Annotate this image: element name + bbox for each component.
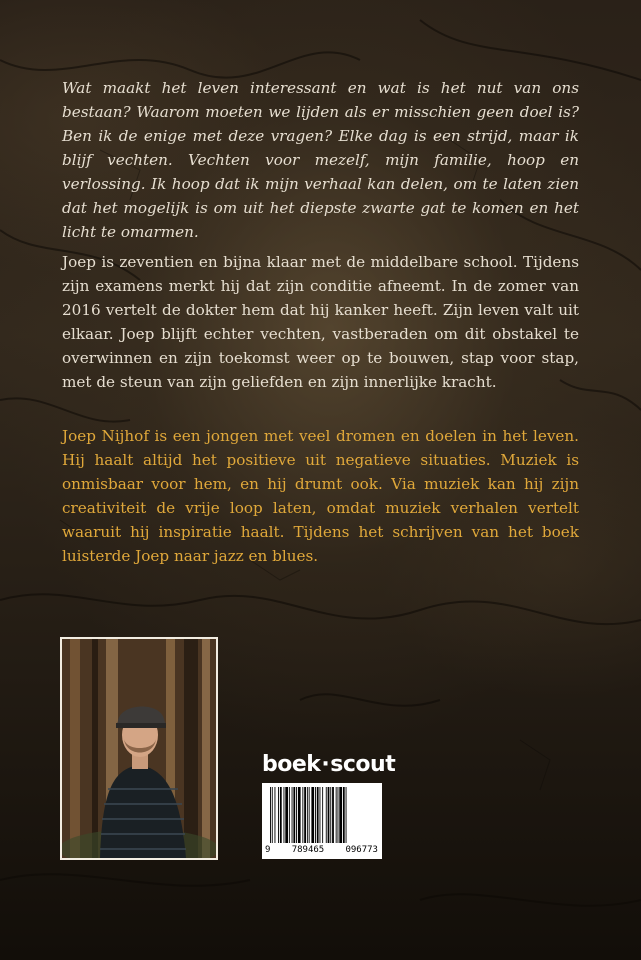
publisher-separator: · bbox=[321, 752, 330, 777]
barcode-bars bbox=[270, 787, 374, 843]
intro-quote: Wat maakt het leven interessant en wat is het nut van ons bestaan? Waarom moeten we lijden als er misschien geen doel is? Ben ik de enige met deze vragen? Elke dag is een strijd, maar ik blijf vechten. Vechten voor mezelf, mijn familie, hoop en verlossing. Ik hoop dat ik mijn verhaal kan delen, om te laten zien dat het mogelijk is om uit het diepste zwarte gat te komen en het licht te omarmen. bbox=[62, 79, 579, 241]
barcode-bar bbox=[328, 787, 330, 843]
barcode-bar bbox=[278, 787, 279, 843]
barcode-bar bbox=[339, 787, 342, 843]
barcode-bar bbox=[296, 787, 297, 843]
barcode-bar bbox=[326, 787, 327, 843]
barcode-bar bbox=[322, 787, 323, 843]
barcode-bar bbox=[330, 787, 331, 843]
publisher-name-part2: scout bbox=[330, 752, 396, 777]
barcode-bar bbox=[280, 787, 282, 843]
barcode-bar bbox=[302, 787, 303, 843]
barcode-bar bbox=[315, 787, 316, 843]
barcode-bar bbox=[346, 787, 347, 843]
barcode-bar bbox=[293, 787, 295, 843]
barcode-bar bbox=[285, 787, 288, 843]
publisher-logo bbox=[262, 750, 396, 780]
barcode-digits-right: 096773 bbox=[345, 845, 378, 855]
barcode-bar bbox=[307, 787, 308, 843]
barcode-bar bbox=[317, 787, 319, 843]
barcode-digits bbox=[262, 843, 382, 857]
barcode-bar bbox=[275, 787, 276, 843]
barcode-bar bbox=[309, 787, 310, 843]
publisher-name-part1: boek bbox=[262, 752, 321, 777]
barcode-bar bbox=[284, 787, 285, 843]
barcode-bar bbox=[320, 787, 321, 843]
barcode-bar bbox=[332, 787, 334, 843]
barcode-bar bbox=[298, 787, 301, 843]
barcode-bar bbox=[270, 787, 271, 843]
book-summary: Joep is zeventien en bijna klaar met de middelbare school. Tijdens zijn examens merkt hij dat zijn conditie afneemt. In de zomer van 2016 vertelt de dokter hem dat hij kanker heeft. Zijn leven valt uit elkaar. Joep blijft echter vechten, vastberaden om dit obstakel te overwinnen en zijn toekomst weer op te bouwen, stap voor stap, met de steun van zijn geliefden en zijn innerlijke kracht. bbox=[62, 253, 579, 391]
author-photo bbox=[60, 637, 218, 860]
author-photo-illustration bbox=[62, 639, 216, 858]
barcode-bar bbox=[311, 787, 314, 843]
barcode-digits-left: 789465 bbox=[291, 845, 325, 855]
barcode-bar bbox=[343, 787, 345, 843]
barcode-digit-lead: 9 bbox=[265, 845, 271, 855]
barcode-bar bbox=[289, 787, 290, 843]
barcode-bar bbox=[338, 787, 339, 843]
barcode-bar bbox=[272, 787, 273, 843]
barcode-bar bbox=[336, 787, 337, 843]
barcode-bar bbox=[304, 787, 306, 843]
isbn-barcode bbox=[262, 783, 382, 859]
barcode-bar bbox=[292, 787, 293, 843]
author-bio: Joep Nijhof is een jongen met veel dromen en doelen in het leven. Hij haalt altijd het positieve uit negatieve situaties. Muziek is onmisbaar voor hem, en hij drumt ook. Via muziek kan hij zijn creativiteit de vrije loop laten, omdat muziek verhalen vertelt waaruit hij inspiratie haalt. Tijdens het schrijven van het boek luisterde Joep naar jazz en blues. bbox=[62, 427, 579, 565]
